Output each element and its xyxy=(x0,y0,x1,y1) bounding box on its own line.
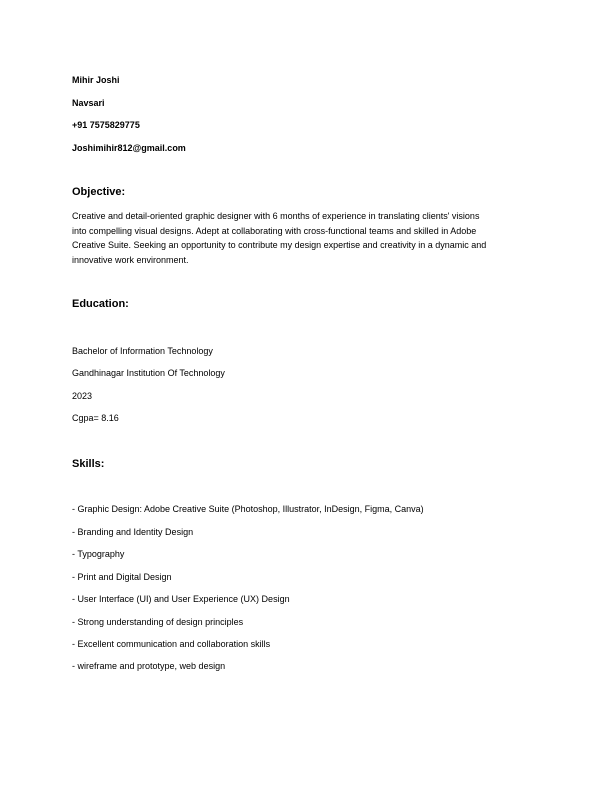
education-year: 2023 xyxy=(72,391,93,401)
skill-item: - Excellent communication and collaboration skills xyxy=(72,639,271,649)
objective-paragraph xyxy=(72,209,542,267)
objective-line: innovative work environment. xyxy=(72,254,189,265)
objective-heading: Objective: xyxy=(72,186,126,198)
education-cgpa: Cgpa= 8.16 xyxy=(72,413,119,423)
education-degree: Bachelor of Information Technology xyxy=(72,346,213,356)
skill-item: - Print and Digital Design xyxy=(72,572,172,582)
education-institution: Gandhinagar Institution Of Technology xyxy=(72,368,225,378)
contact-name: Mihir Joshi xyxy=(72,75,120,85)
objective-line: Creative Suite. Seeking an opportunity to contribute my design expertise and creativity in a dynamic and xyxy=(72,240,487,251)
skill-item: - Graphic Design: Adobe Creative Suite (Photoshop, Illustrator, InDesign, Figma, Canva) xyxy=(72,504,424,514)
skill-item: - Strong understanding of design principles xyxy=(72,617,244,627)
contact-phone: +91 7575829775 xyxy=(72,120,140,130)
objective-line: into compelling visual designs. Adept at collaborating with cross-functional teams and skilled in Adobe xyxy=(72,225,477,236)
skills-heading: Skills: xyxy=(72,458,105,470)
objective-line: Creative and detail-oriented graphic designer with 6 months of experience in translating clients' visions xyxy=(72,211,480,221)
skill-item: - Branding and Identity Design xyxy=(72,527,194,537)
skill-item: - wireframe and prototype, web design xyxy=(72,661,226,671)
contact-city: Navsari xyxy=(72,98,105,108)
contact-email: Joshimihir812@gmail.com xyxy=(72,143,186,153)
skill-item: - User Interface (UI) and User Experience (UX) Design xyxy=(72,594,290,604)
skill-item: - Typography xyxy=(72,549,125,559)
education-heading: Education: xyxy=(72,298,129,310)
